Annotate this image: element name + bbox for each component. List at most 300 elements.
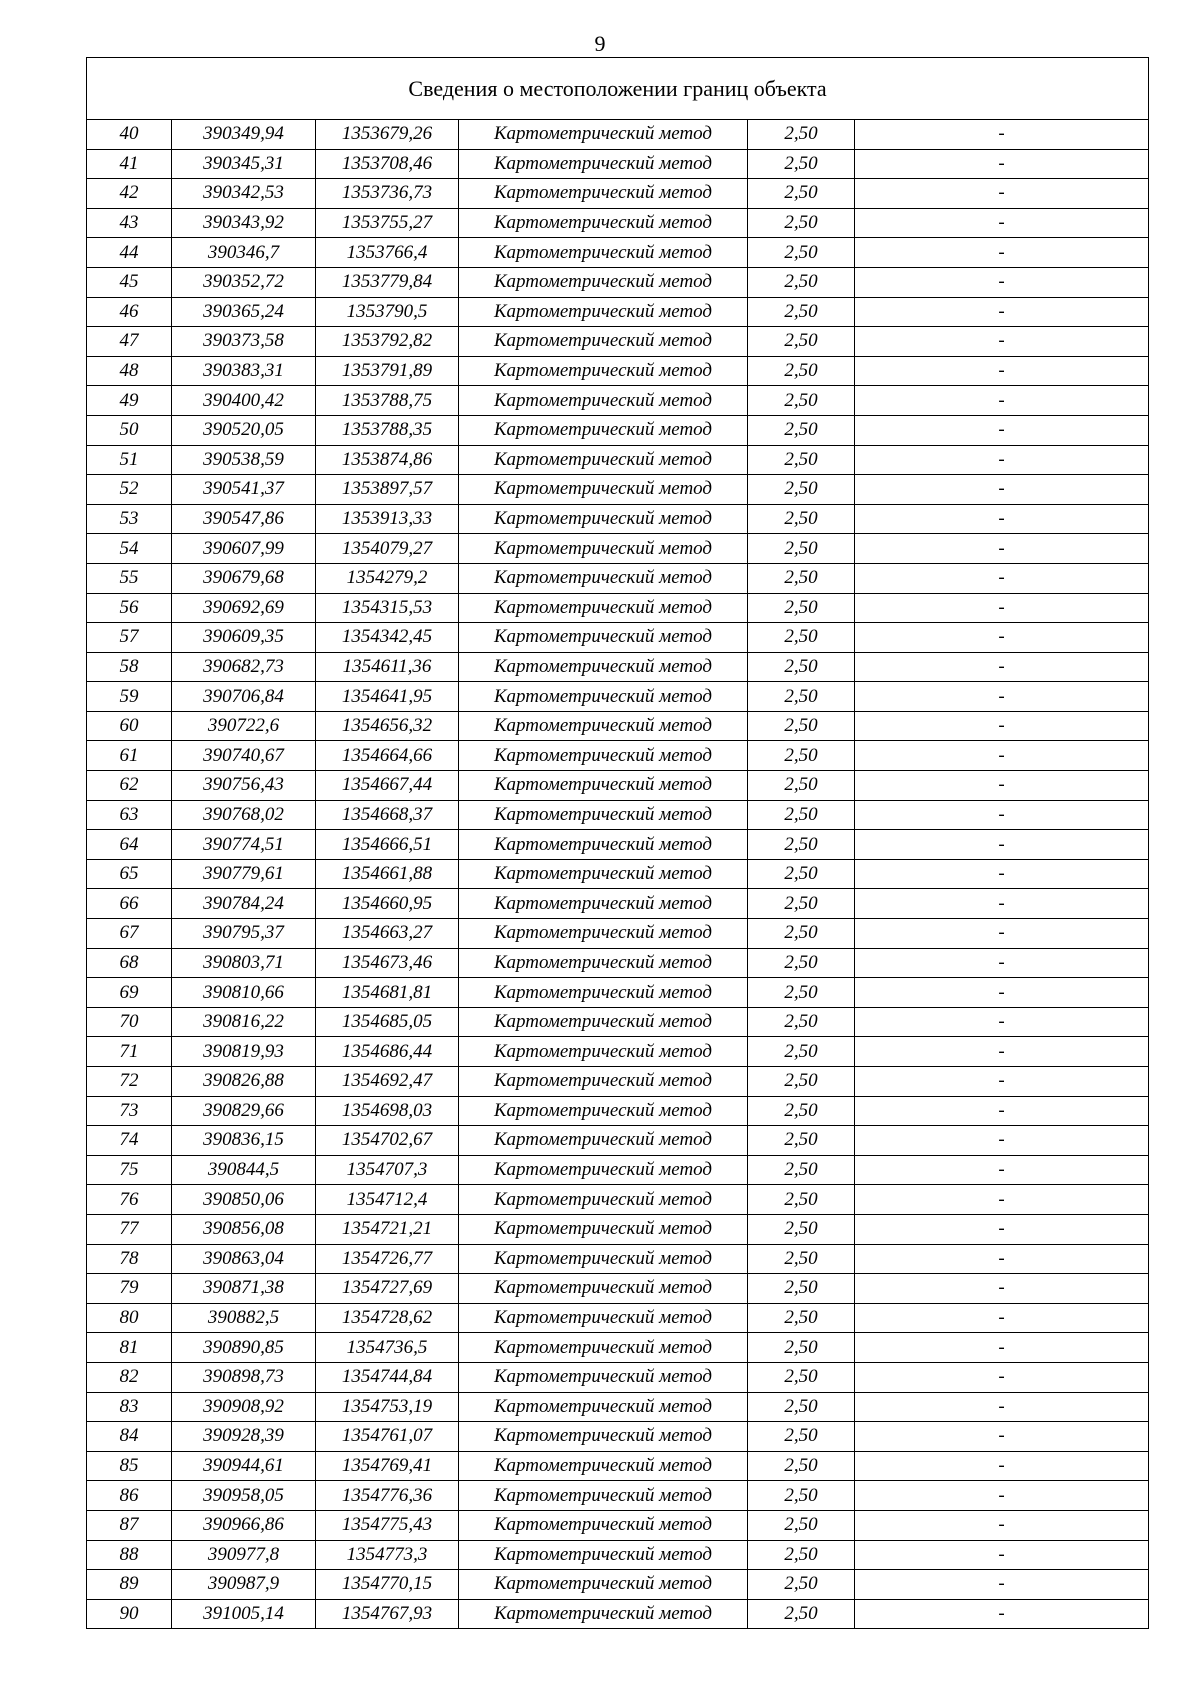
x-coordinate-cell: 390342,53 <box>172 179 316 209</box>
y-coordinate-cell: 1354315,53 <box>316 593 459 623</box>
x-coordinate-cell: 390826,88 <box>172 1067 316 1097</box>
description-cell: - <box>855 534 1149 564</box>
x-coordinate-cell: 390871,38 <box>172 1274 316 1304</box>
point-number-cell: 44 <box>87 238 172 268</box>
x-coordinate-cell: 390774,51 <box>172 830 316 860</box>
x-coordinate-cell: 390810,66 <box>172 978 316 1008</box>
table-row <box>87 593 1149 623</box>
x-coordinate-cell: 390898,73 <box>172 1362 316 1392</box>
method-cell: Картометрический метод <box>459 1362 748 1392</box>
x-coordinate-cell: 390795,37 <box>172 919 316 949</box>
accuracy-cell: 2,50 <box>748 386 855 416</box>
method-cell: Картометрический метод <box>459 1422 748 1452</box>
table-row <box>87 208 1149 238</box>
x-coordinate-cell: 390966,86 <box>172 1510 316 1540</box>
x-coordinate-cell: 390908,92 <box>172 1392 316 1422</box>
method-cell: Картометрический метод <box>459 1096 748 1126</box>
method-cell: Картометрический метод <box>459 179 748 209</box>
y-coordinate-cell: 1354769,41 <box>316 1451 459 1481</box>
accuracy-cell: 2,50 <box>748 1392 855 1422</box>
description-cell: - <box>855 179 1149 209</box>
table-row <box>87 948 1149 978</box>
description-cell: - <box>855 415 1149 445</box>
point-number-cell: 41 <box>87 149 172 179</box>
table-row <box>87 741 1149 771</box>
accuracy-cell: 2,50 <box>748 1274 855 1304</box>
accuracy-cell: 2,50 <box>748 1540 855 1570</box>
point-number-cell: 75 <box>87 1155 172 1185</box>
method-cell: Картометрический метод <box>459 267 748 297</box>
accuracy-cell: 2,50 <box>748 948 855 978</box>
point-number-cell: 47 <box>87 327 172 357</box>
accuracy-cell: 2,50 <box>748 593 855 623</box>
point-number-cell: 58 <box>87 652 172 682</box>
method-cell: Картометрический метод <box>459 919 748 949</box>
method-cell: Картометрический метод <box>459 741 748 771</box>
y-coordinate-cell: 1353788,35 <box>316 415 459 445</box>
point-number-cell: 67 <box>87 919 172 949</box>
description-cell: - <box>855 948 1149 978</box>
table-row <box>87 1303 1149 1333</box>
method-cell: Картометрический метод <box>459 415 748 445</box>
accuracy-cell: 2,50 <box>748 919 855 949</box>
x-coordinate-cell: 390863,04 <box>172 1244 316 1274</box>
table-title-row <box>87 58 1149 120</box>
description-cell: - <box>855 1274 1149 1304</box>
table-row <box>87 563 1149 593</box>
description-cell: - <box>855 208 1149 238</box>
point-number-cell: 66 <box>87 889 172 919</box>
table-row <box>87 1599 1149 1629</box>
accuracy-cell: 2,50 <box>748 475 855 505</box>
point-number-cell: 85 <box>87 1451 172 1481</box>
y-coordinate-cell: 1354279,2 <box>316 563 459 593</box>
table-row <box>87 1274 1149 1304</box>
x-coordinate-cell: 390609,35 <box>172 623 316 653</box>
description-cell: - <box>855 297 1149 327</box>
y-coordinate-cell: 1354685,05 <box>316 1007 459 1037</box>
description-cell: - <box>855 771 1149 801</box>
method-cell: Картометрический метод <box>459 120 748 150</box>
point-number-cell: 56 <box>87 593 172 623</box>
point-number-cell: 72 <box>87 1067 172 1097</box>
accuracy-cell: 2,50 <box>748 1037 855 1067</box>
table-row <box>87 800 1149 830</box>
description-cell: - <box>855 652 1149 682</box>
method-cell: Картометрический метод <box>459 386 748 416</box>
table-row <box>87 1422 1149 1452</box>
table-row <box>87 1392 1149 1422</box>
point-number-cell: 84 <box>87 1422 172 1452</box>
method-cell: Картометрический метод <box>459 534 748 564</box>
x-coordinate-cell: 390740,67 <box>172 741 316 771</box>
point-number-cell: 59 <box>87 682 172 712</box>
x-coordinate-cell: 390352,72 <box>172 267 316 297</box>
method-cell: Картометрический метод <box>459 623 748 653</box>
table-row <box>87 1510 1149 1540</box>
accuracy-cell: 2,50 <box>748 1303 855 1333</box>
accuracy-cell: 2,50 <box>748 327 855 357</box>
y-coordinate-cell: 1354728,62 <box>316 1303 459 1333</box>
x-coordinate-cell: 390890,85 <box>172 1333 316 1363</box>
x-coordinate-cell: 390977,8 <box>172 1540 316 1570</box>
y-coordinate-cell: 1354342,45 <box>316 623 459 653</box>
y-coordinate-cell: 1354656,32 <box>316 711 459 741</box>
description-cell: - <box>855 800 1149 830</box>
point-number-cell: 65 <box>87 859 172 889</box>
point-number-cell: 87 <box>87 1510 172 1540</box>
description-cell: - <box>855 1067 1149 1097</box>
table-row <box>87 1185 1149 1215</box>
description-cell: - <box>855 1510 1149 1540</box>
description-cell: - <box>855 149 1149 179</box>
point-number-cell: 64 <box>87 830 172 860</box>
y-coordinate-cell: 1353788,75 <box>316 386 459 416</box>
method-cell: Картометрический метод <box>459 1067 748 1097</box>
point-number-cell: 79 <box>87 1274 172 1304</box>
description-cell: - <box>855 919 1149 949</box>
method-cell: Картометрический метод <box>459 1392 748 1422</box>
table-row <box>87 238 1149 268</box>
accuracy-cell: 2,50 <box>748 356 855 386</box>
method-cell: Картометрический метод <box>459 1037 748 1067</box>
y-coordinate-cell: 1353708,46 <box>316 149 459 179</box>
x-coordinate-cell: 390679,68 <box>172 563 316 593</box>
table-row <box>87 1333 1149 1363</box>
table-row <box>87 771 1149 801</box>
point-number-cell: 49 <box>87 386 172 416</box>
x-coordinate-cell: 390958,05 <box>172 1481 316 1511</box>
y-coordinate-cell: 1354753,19 <box>316 1392 459 1422</box>
method-cell: Картометрический метод <box>459 208 748 238</box>
description-cell: - <box>855 1037 1149 1067</box>
method-cell: Картометрический метод <box>459 830 748 860</box>
description-cell: - <box>855 1185 1149 1215</box>
method-cell: Картометрический метод <box>459 1126 748 1156</box>
point-number-cell: 53 <box>87 504 172 534</box>
y-coordinate-cell: 1353679,26 <box>316 120 459 150</box>
x-coordinate-cell: 390987,9 <box>172 1570 316 1600</box>
x-coordinate-cell: 390816,22 <box>172 1007 316 1037</box>
y-coordinate-cell: 1354727,69 <box>316 1274 459 1304</box>
description-cell: - <box>855 830 1149 860</box>
method-cell: Картометрический метод <box>459 1303 748 1333</box>
point-number-cell: 74 <box>87 1126 172 1156</box>
x-coordinate-cell: 390856,08 <box>172 1214 316 1244</box>
accuracy-cell: 2,50 <box>748 1067 855 1097</box>
description-cell: - <box>855 1155 1149 1185</box>
accuracy-cell: 2,50 <box>748 238 855 268</box>
accuracy-cell: 2,50 <box>748 1155 855 1185</box>
method-cell: Картометрический метод <box>459 356 748 386</box>
x-coordinate-cell: 390850,06 <box>172 1185 316 1215</box>
accuracy-cell: 2,50 <box>748 859 855 889</box>
x-coordinate-cell: 390756,43 <box>172 771 316 801</box>
x-coordinate-cell: 390607,99 <box>172 534 316 564</box>
method-cell: Картометрический метод <box>459 238 748 268</box>
method-cell: Картометрический метод <box>459 948 748 978</box>
accuracy-cell: 2,50 <box>748 1510 855 1540</box>
method-cell: Картометрический метод <box>459 800 748 830</box>
x-coordinate-cell: 390779,61 <box>172 859 316 889</box>
method-cell: Картометрический метод <box>459 978 748 1008</box>
description-cell: - <box>855 889 1149 919</box>
method-cell: Картометрический метод <box>459 859 748 889</box>
accuracy-cell: 2,50 <box>748 445 855 475</box>
method-cell: Картометрический метод <box>459 149 748 179</box>
method-cell: Картометрический метод <box>459 445 748 475</box>
y-coordinate-cell: 1353791,89 <box>316 356 459 386</box>
point-number-cell: 70 <box>87 1007 172 1037</box>
y-coordinate-cell: 1354079,27 <box>316 534 459 564</box>
table-row <box>87 830 1149 860</box>
x-coordinate-cell: 390928,39 <box>172 1422 316 1452</box>
y-coordinate-cell: 1354673,46 <box>316 948 459 978</box>
accuracy-cell: 2,50 <box>748 1362 855 1392</box>
method-cell: Картометрический метод <box>459 682 748 712</box>
description-cell: - <box>855 356 1149 386</box>
description-cell: - <box>855 1392 1149 1422</box>
table-row <box>87 534 1149 564</box>
x-coordinate-cell: 390803,71 <box>172 948 316 978</box>
table-row <box>87 859 1149 889</box>
table-row <box>87 889 1149 919</box>
description-cell: - <box>855 682 1149 712</box>
table-row <box>87 297 1149 327</box>
point-number-cell: 61 <box>87 741 172 771</box>
method-cell: Картометрический метод <box>459 1244 748 1274</box>
y-coordinate-cell: 1353755,27 <box>316 208 459 238</box>
accuracy-cell: 2,50 <box>748 149 855 179</box>
y-coordinate-cell: 1354681,81 <box>316 978 459 1008</box>
accuracy-cell: 2,50 <box>748 297 855 327</box>
accuracy-cell: 2,50 <box>748 623 855 653</box>
x-coordinate-cell: 390365,24 <box>172 297 316 327</box>
y-coordinate-cell: 1354707,3 <box>316 1155 459 1185</box>
method-cell: Картометрический метод <box>459 1155 748 1185</box>
description-cell: - <box>855 859 1149 889</box>
method-cell: Картометрический метод <box>459 1540 748 1570</box>
accuracy-cell: 2,50 <box>748 1570 855 1600</box>
description-cell: - <box>855 1244 1149 1274</box>
point-number-cell: 46 <box>87 297 172 327</box>
point-number-cell: 48 <box>87 356 172 386</box>
y-coordinate-cell: 1353779,84 <box>316 267 459 297</box>
y-coordinate-cell: 1353790,5 <box>316 297 459 327</box>
table-row <box>87 1570 1149 1600</box>
method-cell: Картометрический метод <box>459 1599 748 1629</box>
x-coordinate-cell: 390345,31 <box>172 149 316 179</box>
y-coordinate-cell: 1354721,21 <box>316 1214 459 1244</box>
point-number-cell: 76 <box>87 1185 172 1215</box>
point-number-cell: 68 <box>87 948 172 978</box>
description-cell: - <box>855 1362 1149 1392</box>
method-cell: Картометрический метод <box>459 563 748 593</box>
accuracy-cell: 2,50 <box>748 1126 855 1156</box>
y-coordinate-cell: 1354776,36 <box>316 1481 459 1511</box>
y-coordinate-cell: 1354702,67 <box>316 1126 459 1156</box>
y-coordinate-cell: 1354668,37 <box>316 800 459 830</box>
point-number-cell: 83 <box>87 1392 172 1422</box>
point-number-cell: 42 <box>87 179 172 209</box>
y-coordinate-cell: 1354770,15 <box>316 1570 459 1600</box>
accuracy-cell: 2,50 <box>748 415 855 445</box>
accuracy-cell: 2,50 <box>748 1214 855 1244</box>
table-row <box>87 504 1149 534</box>
y-coordinate-cell: 1354661,88 <box>316 859 459 889</box>
table-row <box>87 179 1149 209</box>
table-row <box>87 919 1149 949</box>
x-coordinate-cell: 390768,02 <box>172 800 316 830</box>
boundary-coordinates-table <box>86 57 1149 1629</box>
y-coordinate-cell: 1354698,03 <box>316 1096 459 1126</box>
method-cell: Картометрический метод <box>459 889 748 919</box>
table-row <box>87 682 1149 712</box>
accuracy-cell: 2,50 <box>748 889 855 919</box>
x-coordinate-cell: 390541,37 <box>172 475 316 505</box>
x-coordinate-cell: 390400,42 <box>172 386 316 416</box>
point-number-cell: 60 <box>87 711 172 741</box>
x-coordinate-cell: 390829,66 <box>172 1096 316 1126</box>
y-coordinate-cell: 1354660,95 <box>316 889 459 919</box>
table-row <box>87 415 1149 445</box>
description-cell: - <box>855 1540 1149 1570</box>
x-coordinate-cell: 390836,15 <box>172 1126 316 1156</box>
table-row <box>87 1451 1149 1481</box>
description-cell: - <box>855 1303 1149 1333</box>
x-coordinate-cell: 391005,14 <box>172 1599 316 1629</box>
y-coordinate-cell: 1354767,93 <box>316 1599 459 1629</box>
method-cell: Картометрический метод <box>459 652 748 682</box>
point-number-cell: 69 <box>87 978 172 1008</box>
x-coordinate-cell: 390944,61 <box>172 1451 316 1481</box>
description-cell: - <box>855 386 1149 416</box>
accuracy-cell: 2,50 <box>748 652 855 682</box>
accuracy-cell: 2,50 <box>748 267 855 297</box>
x-coordinate-cell: 390819,93 <box>172 1037 316 1067</box>
table-row <box>87 623 1149 653</box>
description-cell: - <box>855 1481 1149 1511</box>
description-cell: - <box>855 504 1149 534</box>
point-number-cell: 62 <box>87 771 172 801</box>
description-cell: - <box>855 267 1149 297</box>
y-coordinate-cell: 1354664,66 <box>316 741 459 771</box>
point-number-cell: 90 <box>87 1599 172 1629</box>
y-coordinate-cell: 1354726,77 <box>316 1244 459 1274</box>
y-coordinate-cell: 1354641,95 <box>316 682 459 712</box>
point-number-cell: 50 <box>87 415 172 445</box>
table-row <box>87 1037 1149 1067</box>
y-coordinate-cell: 1353874,86 <box>316 445 459 475</box>
description-cell: - <box>855 445 1149 475</box>
y-coordinate-cell: 1354663,27 <box>316 919 459 949</box>
table-row <box>87 978 1149 1008</box>
y-coordinate-cell: 1354744,84 <box>316 1362 459 1392</box>
accuracy-cell: 2,50 <box>748 1451 855 1481</box>
x-coordinate-cell: 390520,05 <box>172 415 316 445</box>
x-coordinate-cell: 390346,7 <box>172 238 316 268</box>
y-coordinate-cell: 1354775,43 <box>316 1510 459 1540</box>
y-coordinate-cell: 1353897,57 <box>316 475 459 505</box>
x-coordinate-cell: 390373,58 <box>172 327 316 357</box>
x-coordinate-cell: 390784,24 <box>172 889 316 919</box>
point-number-cell: 77 <box>87 1214 172 1244</box>
x-coordinate-cell: 390682,73 <box>172 652 316 682</box>
table-row <box>87 149 1149 179</box>
description-cell: - <box>855 1599 1149 1629</box>
y-coordinate-cell: 1353766,4 <box>316 238 459 268</box>
description-cell: - <box>855 593 1149 623</box>
table-row <box>87 1540 1149 1570</box>
x-coordinate-cell: 390882,5 <box>172 1303 316 1333</box>
point-number-cell: 63 <box>87 800 172 830</box>
point-number-cell: 82 <box>87 1362 172 1392</box>
description-cell: - <box>855 1333 1149 1363</box>
accuracy-cell: 2,50 <box>748 1481 855 1511</box>
point-number-cell: 86 <box>87 1481 172 1511</box>
point-number-cell: 80 <box>87 1303 172 1333</box>
y-coordinate-cell: 1354692,47 <box>316 1067 459 1097</box>
point-number-cell: 57 <box>87 623 172 653</box>
description-cell: - <box>855 1126 1149 1156</box>
x-coordinate-cell: 390706,84 <box>172 682 316 712</box>
table-row <box>87 120 1149 150</box>
x-coordinate-cell: 390844,5 <box>172 1155 316 1185</box>
y-coordinate-cell: 1354736,5 <box>316 1333 459 1363</box>
accuracy-cell: 2,50 <box>748 1244 855 1274</box>
description-cell: - <box>855 741 1149 771</box>
description-cell: - <box>855 120 1149 150</box>
method-cell: Картометрический метод <box>459 1185 748 1215</box>
accuracy-cell: 2,50 <box>748 771 855 801</box>
accuracy-cell: 2,50 <box>748 534 855 564</box>
accuracy-cell: 2,50 <box>748 711 855 741</box>
y-coordinate-cell: 1353736,73 <box>316 179 459 209</box>
accuracy-cell: 2,50 <box>748 741 855 771</box>
table-row <box>87 1362 1149 1392</box>
method-cell: Картометрический метод <box>459 1481 748 1511</box>
method-cell: Картометрический метод <box>459 593 748 623</box>
table-title: Сведения о местоположении границ объекта <box>87 58 1149 120</box>
accuracy-cell: 2,50 <box>748 1007 855 1037</box>
table-row <box>87 327 1149 357</box>
accuracy-cell: 2,50 <box>748 1422 855 1452</box>
method-cell: Картометрический метод <box>459 1007 748 1037</box>
y-coordinate-cell: 1354611,36 <box>316 652 459 682</box>
point-number-cell: 45 <box>87 267 172 297</box>
x-coordinate-cell: 390692,69 <box>172 593 316 623</box>
accuracy-cell: 2,50 <box>748 978 855 1008</box>
x-coordinate-cell: 390349,94 <box>172 120 316 150</box>
method-cell: Картометрический метод <box>459 327 748 357</box>
accuracy-cell: 2,50 <box>748 682 855 712</box>
table-row <box>87 475 1149 505</box>
y-coordinate-cell: 1354773,3 <box>316 1540 459 1570</box>
accuracy-cell: 2,50 <box>748 179 855 209</box>
description-cell: - <box>855 1214 1149 1244</box>
point-number-cell: 78 <box>87 1244 172 1274</box>
accuracy-cell: 2,50 <box>748 1333 855 1363</box>
description-cell: - <box>855 978 1149 1008</box>
accuracy-cell: 2,50 <box>748 120 855 150</box>
x-coordinate-cell: 390547,86 <box>172 504 316 534</box>
x-coordinate-cell: 390343,92 <box>172 208 316 238</box>
method-cell: Картометрический метод <box>459 504 748 534</box>
point-number-cell: 52 <box>87 475 172 505</box>
point-number-cell: 71 <box>87 1037 172 1067</box>
description-cell: - <box>855 1007 1149 1037</box>
x-coordinate-cell: 390538,59 <box>172 445 316 475</box>
